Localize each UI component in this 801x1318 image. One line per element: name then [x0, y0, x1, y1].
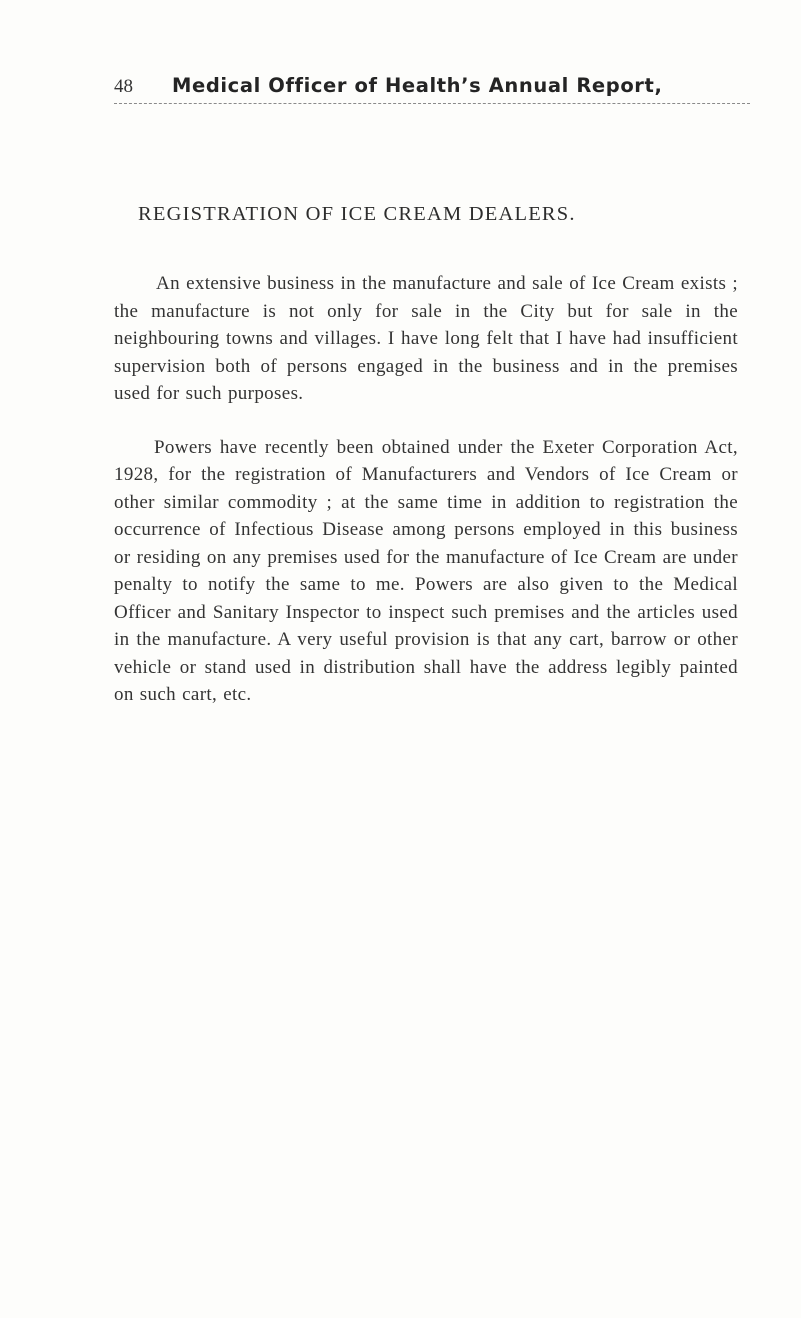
paragraph-ice-cream-business: An extensive business in the manufacture and sale of Ice Cream exists ; the manufacture is not only for sale in the City but for sale in the neighbouring towns and villages. I have long felt that I have had insufficient supervision both of persons engaged in the business and in the premises used for such purposes. [114, 273, 738, 404]
section-heading: REGISTRATION OF ICE CREAM DEALERS. [138, 203, 576, 225]
page-number: 48 [114, 76, 133, 97]
body-text [114, 270, 738, 735]
running-title: Medical Officer of Health’s Annual Report, [172, 74, 663, 97]
running-header [114, 74, 750, 102]
header-rule [114, 103, 750, 104]
paragraph-registration-powers: Powers have recently been obtained under the Exeter Corporation Act, 1928, for the registration of Manufacturers and Vendors of Ice Cream or other similar commodity ; at the same time in addition to registration the occurrence of Infectious Disease among persons employed in this business or residing on any premises used for the manufacture of Ice Cream are under penalty to notify the same to me. Powers are also given to the Medical Officer and Sanitary Inspector to inspect such premises and the articles used in the manufacture. A very useful provision is that any cart, barrow or other vehicle or stand used in distribution shall have the address legibly painted on such cart, etc. [114, 436, 738, 705]
